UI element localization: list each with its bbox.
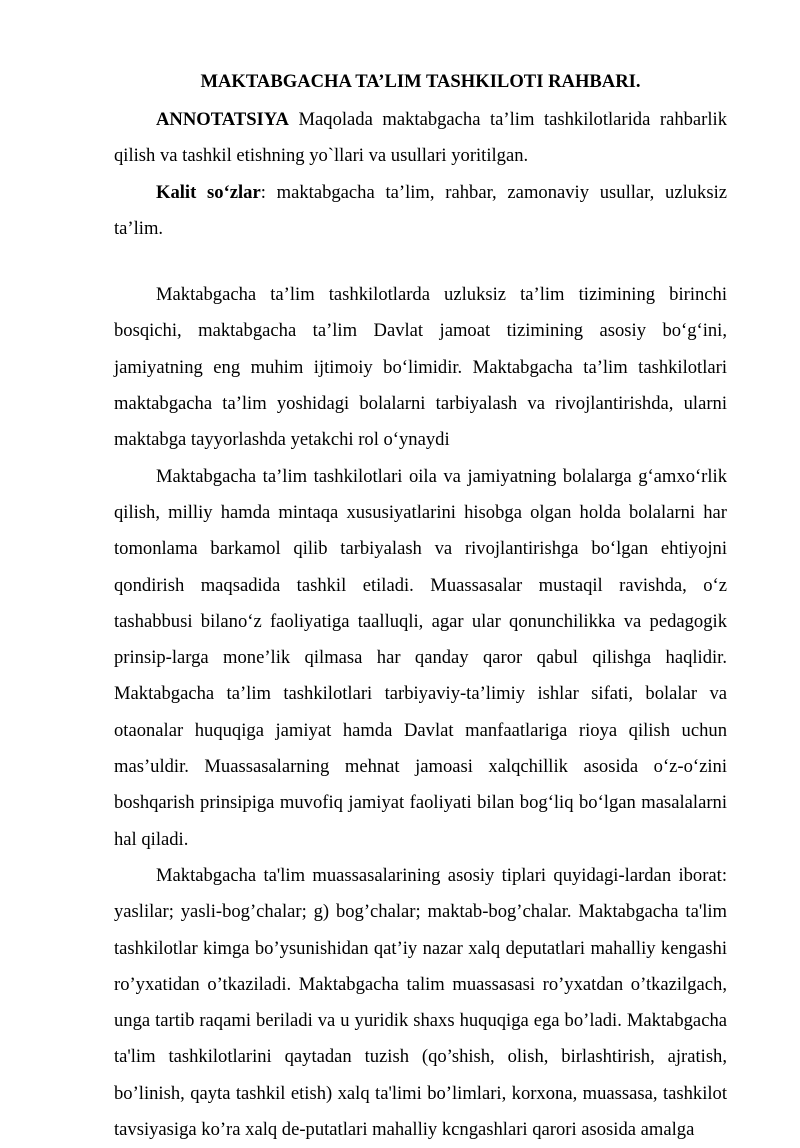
annotation-label: ANNOTATSIYA [156, 109, 289, 130]
keywords-label: Kalit so‘zlar [156, 181, 261, 203]
annotation-text: Maqolada maktabgacha ta’lim tashkilotlarida rahbarlik qilish va tashkil etishning yo`llari va usullari yoritilgan. [114, 109, 727, 167]
keywords-text: : maktabgacha ta’lim, rahbar, zamonaviy usullar, uzluksiz ta’lim. [114, 181, 727, 239]
body-paragraph-3: Maktabgacha ta'lim muassasalarining asosiy tiplari quyidagi-lardan iborat: yaslilar; yasli-bog’chalar; g) bog’chalar; maktab-bog’chalar. Maktabgacha ta'lim tashkilotlar kimga bo’ysunishidan qat’iy nazar xalq deputatlari mahalliy kengashi ro’yxatidan o’tkaziladi. Maktabgacha talim muassasasi ro’yxatdan o’tkazilgach, unga tartib raqami beriladi va u yuridik shaxs huquqiga ega bo’ladi. Maktabgacha ta'lim tashkilotlarini qaytadan tuzish (qo’shish, olish, birlashtirish, ajratish, bo’linish, qayta tashkil etish) xalq ta'limi bo’limlari, korxona, muassasa, tashkilot tavsiyasiga ko’ra xalq de-putatlari mahalliy kcngashlari qarori asosida amalga [114, 864, 727, 1141]
document-title: MAKTABGACHA TA’LIM TASHKILOTI RAHBARI. [200, 71, 641, 92]
keywords-paragraph [114, 175, 727, 248]
body-paragraph-2: Maktabgacha ta’lim tashkilotlari oila va jamiyatning bolalarga g‘amxo‘rlik qilish, milliy hamda mintaqa xususiyatlarini hisobga olgan holda bolalarni har tomonlama barkamol qilib tarbiyalash va rivojlantirishga bo‘lgan ehtiyojni qondirish maqsadida tashkil etiladi. Muassasalar mustaqil ravishda, o‘z tashabbusi bilano‘z faoliyatiga taalluqli, agar ular qonunchilikka va pedagogik prinsip-larga mone’lik qilmasa har qanday qaror qabul qilishga haqlidir. Maktabgacha ta’lim tashkilotlari tarbiyaviy-ta’limiy ishlar sifati, bolalar va otaonalar huquqiga jamiyat hamda Davlat manfaatlariga rioya qilish uchun mas’uldir. Muassasalarning mehnat jamoasi xalqchillik asosida o‘z-o‘zini boshqarish prinsipiga muvofiq jamiyat faoliyati bilan bog‘liq bo‘lgan masalalarni hal qiladi. [114, 465, 727, 850]
annotation-paragraph [114, 102, 727, 175]
paragraph-spacer [114, 247, 727, 277]
document-page [114, 62, 727, 1148]
body-paragraph-1: Maktabgacha ta’lim tashkilotlarda uzluksiz ta’lim tizimining birinchi bosqichi, maktabgacha ta’lim Davlat jamoat tizimining asosiy bo‘g‘ini, jamiyatning eng muhim ijtimoiy bo‘limidir. Maktabgacha ta’lim tashkilotlari maktabgacha ta’lim yoshidagi bolalarni tarbiyalash va rivojlantirishda, ularni maktabga tayyorlashda yetakchi rol o‘ynaydi [114, 284, 727, 451]
